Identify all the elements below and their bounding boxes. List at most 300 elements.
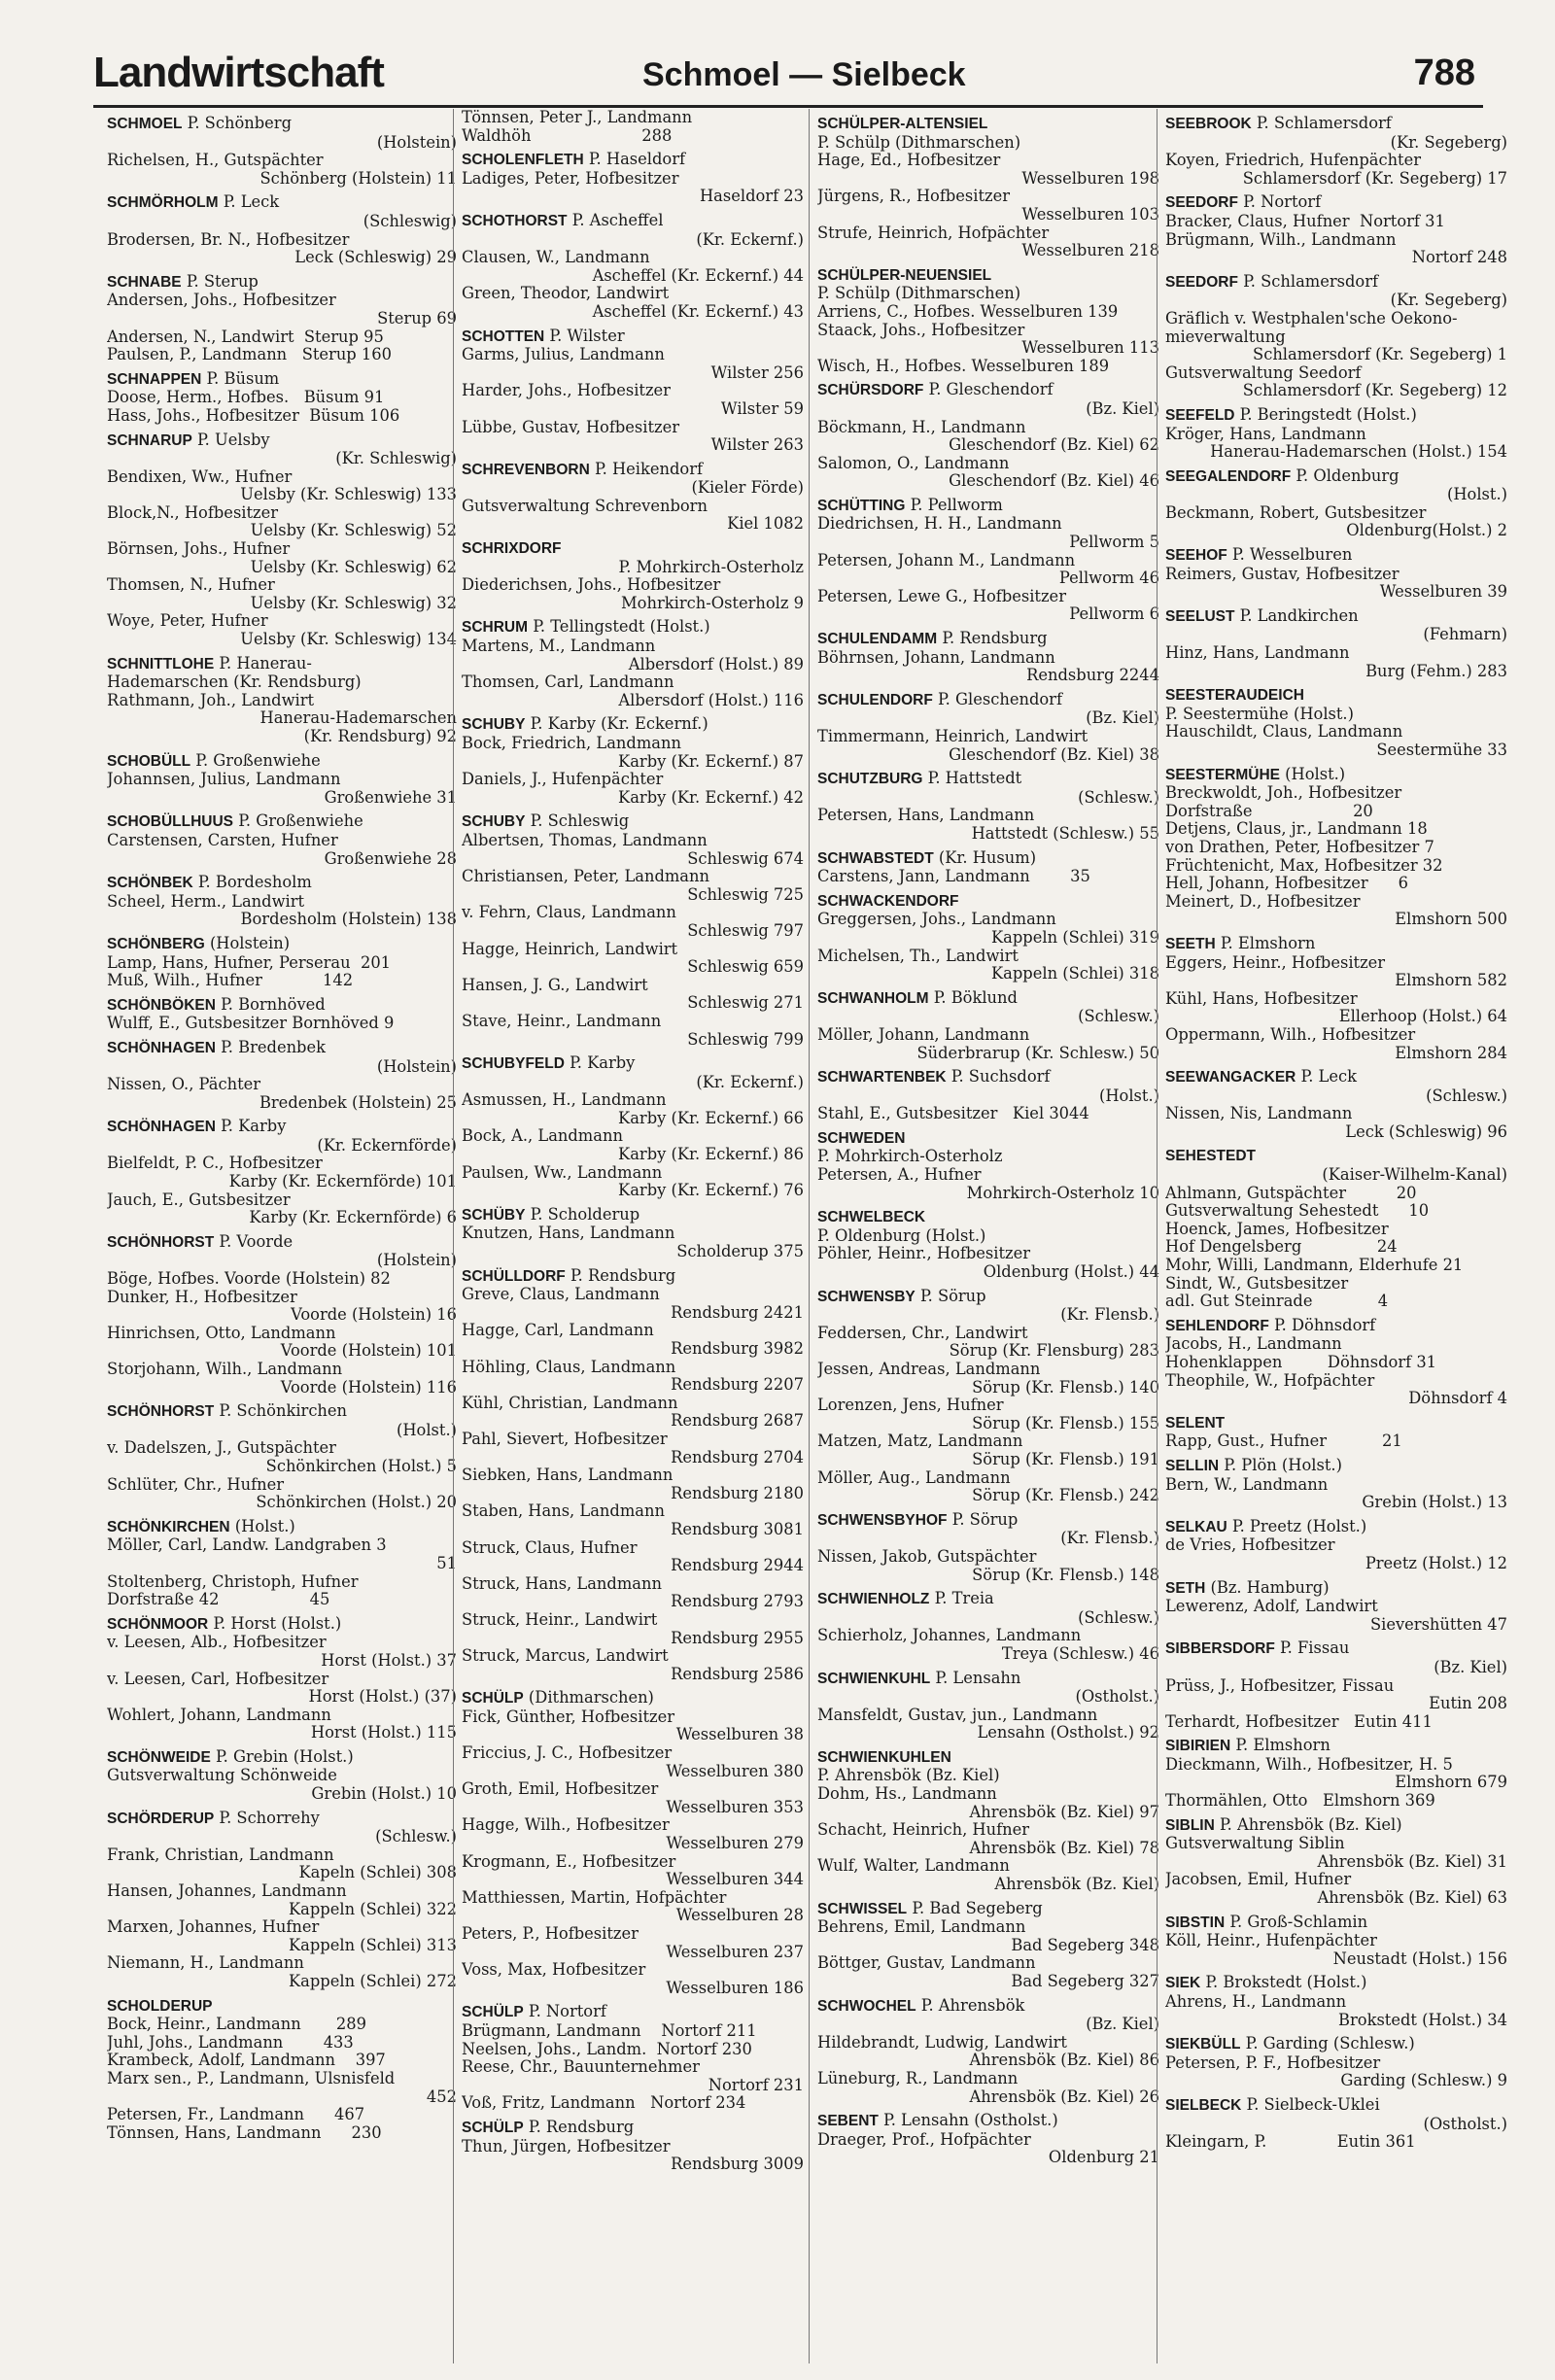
place-heading: [1165, 766, 1507, 785]
entry-line: Struck, Heinr., Landwirt: [462, 1610, 658, 1629]
column-1: [107, 109, 457, 2363]
post-office: P. Leck: [218, 193, 280, 212]
entry-location: Sörup (Kr. Flensb.) 191: [972, 1450, 1159, 1468]
entry-line: Pahl, Sievert, Hofbesitzer: [462, 1430, 668, 1448]
entry-location: Karby (Kr. Eckernf.) 76: [618, 1182, 804, 1200]
place-heading: [462, 212, 804, 231]
post-office: P. Elmshorn: [1230, 1737, 1330, 1755]
entry-line: Clausen, W., Landmann: [462, 249, 650, 267]
place-name: SELLIN: [1165, 1457, 1220, 1474]
place-heading: [1165, 1068, 1507, 1087]
entry-line: Carstensen, Carsten, Hufner: [107, 831, 338, 849]
entry-line: Hof Dengelsberg 24: [1165, 1238, 1398, 1257]
place-name: SCHWISSEL: [817, 1900, 908, 1917]
entry-location: Döhnsdorf 4: [1408, 1390, 1507, 1408]
entry-location: Gleschendorf (Bz. Kiel) 62: [949, 436, 1159, 455]
entry-line: Schierholz, Johannes, Landmann: [817, 1627, 1082, 1645]
post-office: P. Gleschendorf: [932, 690, 1062, 708]
entry-line: Schacht, Heinrich, Hufner: [817, 1821, 1030, 1840]
place-name: SCHWIENKUHL: [817, 1670, 931, 1687]
entry-line: Behrens, Emil, Landmann: [817, 1918, 1026, 1937]
place-heading: [107, 1615, 457, 1635]
entry-location: (Holstein): [376, 133, 457, 152]
entry-line: Greve, Claus, Landmann: [462, 1286, 660, 1304]
place-name: SCHWOCHEL: [817, 1997, 916, 2015]
entry-line: P. Schülp (Dithmarschen): [817, 133, 1021, 152]
place-heading: [817, 1129, 1159, 1149]
place-name: SCHULENDORF: [817, 691, 933, 708]
entry-location: 51: [436, 1554, 457, 1572]
entry-location: Oldenburg (Holst.) 44: [983, 1263, 1159, 1282]
entry-line: Greggersen, Johs., Landmann: [817, 911, 1056, 929]
entry-line: Möller, Aug., Landmann: [817, 1468, 1011, 1487]
post-office: P. Schönberg: [182, 115, 292, 132]
entry-location: (Kr. Eckernförde): [317, 1136, 457, 1155]
entry-location: Kappeln (Schlei) 313: [289, 1936, 457, 1954]
place-name: SCHOLDERUP: [107, 1997, 213, 2015]
entry-location: Wesselburen 279: [666, 1835, 804, 1853]
place-heading: [817, 115, 1159, 134]
entry-line: P. Schülp (Dithmarschen): [817, 285, 1021, 303]
entry-line: Thomsen, N., Hufner: [107, 576, 275, 595]
post-office: P. Scholderup: [525, 1205, 640, 1224]
place-heading: [107, 996, 457, 1016]
place-heading: [1165, 1317, 1507, 1336]
entry-location: (Schlesw.): [1078, 1008, 1159, 1026]
entry-location: Mohrkirch-Osterholz 9: [621, 594, 804, 612]
entry-location: Leck (Schleswig) 96: [1345, 1122, 1507, 1141]
place-heading: [1165, 193, 1507, 213]
place-heading: [1165, 1579, 1507, 1599]
entry-line: Stave, Heinr., Landmann: [462, 1012, 662, 1030]
entry-line: Tönnsen, Hans, Landmann 230: [107, 2123, 382, 2142]
entry-line: P. Mohrkirch-Osterholz: [817, 1148, 1003, 1166]
entry-location: Ahrensbök (Bz. Kiel) 78: [969, 1839, 1159, 1857]
entry-line: Köll, Heinr., Hufenpächter: [1165, 1932, 1377, 1950]
place-heading: [1165, 406, 1507, 426]
entry-location: Schleswig 797: [687, 921, 804, 940]
place-name: SEEHOF: [1165, 547, 1227, 565]
entry-line: P. Ahrensbök (Bz. Kiel): [817, 1767, 1000, 1785]
entry-line: Ahrens, H., Landmann: [1165, 1993, 1347, 2011]
entry-line: Schlüter, Chr., Hufner: [107, 1475, 285, 1494]
entry-line: Nissen, Nis, Landmann: [1165, 1105, 1353, 1123]
entry-line: Kleingarn, P. Eutin 361: [1165, 2133, 1416, 2152]
entry-line: Dorfstraße 42 45: [107, 1591, 330, 1609]
entry-line: Albertsen, Thomas, Landmann: [462, 831, 708, 849]
entry-location: (Schlesw.): [1426, 1087, 1507, 1105]
place-name: SCHOTHORST: [462, 212, 568, 229]
entry-location: Wilster 263: [710, 436, 804, 455]
place-name: SIBSTIN: [1165, 1914, 1226, 1931]
place-heading: [107, 1039, 457, 1058]
entry-line: Stoltenberg, Christoph, Hufner: [107, 1572, 359, 1591]
entry-line: Brügmann, Landmann Nortorf 211: [462, 2021, 757, 2040]
entry-line: Struck, Marcus, Landwirt: [462, 1647, 669, 1666]
entry-location: Wesselburen 353: [666, 1798, 804, 1816]
entry-line: Hildebrandt, Ludwig, Landwirt: [817, 2033, 1067, 2052]
entry-line: Block,N., Hofbesitzer: [107, 503, 279, 522]
post-office: P. Schorrehy: [214, 1809, 320, 1827]
place-name: SCHWACKENDORF: [817, 892, 959, 910]
entry-line: Hagge, Carl, Landmann: [462, 1322, 654, 1340]
place-name: SCHUBY: [462, 813, 526, 831]
post-office: P. Horst (Holst.): [208, 1614, 342, 1633]
entry-line: Andersen, N., Landwirt Sterup 95: [107, 328, 384, 346]
entry-location: Ahrensbök (Bz. Kiel) 97: [969, 1803, 1159, 1821]
place-heading: [817, 497, 1159, 516]
entry-line: Tönnsen, Peter J., Landmann: [462, 109, 693, 126]
entry-location: Horst (Holst.) (37): [308, 1688, 457, 1707]
place-name: SELKAU: [1165, 1518, 1227, 1535]
entry-location: Hanerau-Hademarschen: [259, 709, 457, 728]
post-office: P. Bornhöved: [215, 995, 326, 1014]
place-name: SCHWARTENBEK: [817, 1069, 947, 1087]
entry-line: Marxen, Johannes, Hufner: [107, 1918, 320, 1937]
entry-line: Juhl, Johs., Landmann 433: [107, 2033, 354, 2052]
post-office: P. Nortorf: [523, 2003, 606, 2021]
entry-line: Matzen, Matz, Landmann: [817, 1432, 1023, 1451]
place-heading: [1165, 1737, 1507, 1756]
place-heading: [1165, 1639, 1507, 1659]
place-name: SCHÜRSDORF: [817, 382, 924, 399]
entry-line: Dunker, H., Hofbesitzer: [107, 1288, 297, 1306]
post-office: P. Büsum: [201, 369, 280, 388]
entry-location: Sörup (Kr. Flensb.) 242: [972, 1487, 1159, 1505]
place-name: SCHÖNBEK: [107, 875, 193, 892]
entry-location: (Ostholst.): [1423, 2115, 1507, 2133]
entry-line: Petersen, P. F., Hofbesitzer: [1165, 2053, 1381, 2072]
entry-location: Uelsby (Kr. Schleswig) 133: [240, 486, 457, 504]
entry-location: Kappeln (Schlei) 272: [289, 1973, 457, 1990]
entry-line: Sindt, W., Gutsbesitzer: [1165, 1274, 1349, 1293]
place-heading: [817, 1208, 1159, 1227]
place-name: SCHÜLP: [462, 1690, 524, 1707]
entry-location: Elmshorn 679: [1395, 1774, 1507, 1792]
place-name: SCHÖNHORST: [107, 1233, 215, 1251]
place-heading: [462, 1267, 804, 1287]
entry-line: de Vries, Hofbesitzer: [1165, 1536, 1335, 1555]
place-name: SCHÖNHAGEN: [107, 1119, 216, 1136]
entry-line: Früchtenicht, Max, Hofbesitzer 32: [1165, 856, 1443, 875]
place-heading: [1165, 546, 1507, 566]
place-name: SCHWABSTEDT: [817, 849, 934, 867]
place-name: SCHWENSBY: [817, 1288, 916, 1305]
post-office: P. Haseldorf: [583, 151, 686, 169]
entry-line: adl. Gut Steinrade 4: [1165, 1293, 1389, 1311]
entry-line: Krogmann, E., Hofbesitzer: [462, 1852, 676, 1871]
post-office: P. Hattstedt: [922, 770, 1022, 788]
place-name: SCHÜLPER-NEUENSIEL: [817, 266, 992, 284]
entry-location: (Kr. Eckernf.): [696, 230, 804, 249]
entry-location: Schleswig 674: [687, 849, 804, 868]
post-office: P. Brokstedt (Holst.): [1200, 1974, 1367, 1992]
entry-line: Ladiges, Peter, Hofbesitzer: [462, 169, 679, 188]
entry-location: (Schlesw.): [1078, 788, 1159, 807]
post-office: P. Elmshorn: [1215, 934, 1316, 952]
place-heading: [1165, 2096, 1507, 2116]
entry-location: Schlamersdorf (Kr. Segeberg) 1: [1253, 346, 1507, 364]
entry-location: (Kr. Flensb.): [1060, 1306, 1159, 1325]
entry-location: Leck (Schleswig) 29: [294, 249, 457, 267]
entry-line: Siebken, Hans, Landmann: [462, 1466, 674, 1485]
post-office: P. Ahrensbök (Bz. Kiel): [1214, 1815, 1402, 1834]
entry-location: Elmshorn 284: [1395, 1044, 1507, 1062]
place-heading: [107, 1810, 457, 1829]
place-heading: [107, 874, 457, 893]
entry-location: Bad Segeberg 348: [1011, 1936, 1159, 1954]
place-heading: [462, 2003, 804, 2022]
place-heading: [462, 1689, 804, 1708]
post-office: P. Heikendorf: [589, 460, 704, 478]
place-heading: [107, 655, 457, 674]
entry-location: Sörup (Kr. Flensb.) 148: [972, 1566, 1159, 1584]
entry-location: Rendsburg 3009: [671, 2156, 804, 2174]
post-office: P. Hanerau-: [214, 654, 312, 673]
place-heading: [462, 618, 804, 638]
place-name: SIBIRIEN: [1165, 1738, 1231, 1755]
place-name: SIEK: [1165, 1975, 1201, 1992]
entry-location: (Kieler Förde): [691, 479, 804, 498]
place-heading: [817, 770, 1159, 789]
entry-line: Doose, Herm., Hofbes. Büsum 91: [107, 389, 385, 407]
entry-location: (Schlesw.): [375, 1828, 457, 1846]
place-heading: [817, 1511, 1159, 1531]
entry-line: Diedrichsen, H. H., Landmann: [817, 515, 1062, 534]
post-office: P. Plön (Holst.): [1219, 1456, 1342, 1474]
entry-line: Krambeck, Adolf, Landmann 397: [107, 2052, 386, 2070]
entry-location: (Holstein): [376, 1252, 457, 1270]
entry-line: Dorfstraße 20: [1165, 802, 1373, 820]
place-name: SCHMÖRHOLM: [107, 194, 219, 212]
entry-line: Arriens, C., Hofbes. Wesselburen 139: [817, 302, 1119, 321]
entry-location: Mohrkirch-Osterholz 10: [966, 1184, 1159, 1202]
place-name: SCHOTTEN: [462, 328, 545, 345]
entry-line: Storjohann, Wilh., Landmann: [107, 1361, 343, 1378]
place-heading: [107, 115, 457, 134]
entry-line: Hage, Ed., Hofbesitzer: [817, 152, 1001, 170]
place-name: SCHULENDAMM: [817, 631, 938, 648]
entry-location: Wilster 256: [710, 363, 804, 382]
entry-location: Schlamersdorf (Kr. Segeberg) 12: [1242, 382, 1507, 400]
entry-line: Jacobs, H., Landmann: [1165, 1335, 1342, 1354]
entry-line: Frank, Christian, Landmann: [107, 1845, 334, 1864]
entry-location: Scholderup 375: [676, 1243, 804, 1261]
place-heading: [107, 1402, 457, 1422]
place-heading: [817, 849, 1159, 869]
entry-location: Gleschendorf (Bz. Kiel) 46: [949, 472, 1159, 491]
entry-location: Schönkirchen (Holst.) 20: [256, 1494, 457, 1512]
entry-line: Thun, Jürgen, Hofbesitzer: [462, 2137, 671, 2156]
entry-location: Ellerhoop (Holst.) 64: [1338, 1008, 1507, 1026]
place-name: SCHMOEL: [107, 116, 183, 132]
entry-line: Thormählen, Otto Elmshorn 369: [1165, 1792, 1435, 1811]
place-heading: [817, 266, 1159, 286]
entry-line: Bracker, Claus, Hufner Nortorf 31: [1165, 212, 1445, 230]
place-name: SCHÜBY: [462, 1206, 526, 1224]
entry-location: Karby (Kr. Eckernf.) 42: [618, 788, 804, 807]
place-heading: [107, 812, 457, 832]
entry-line: Lüneburg, R., Landmann: [817, 2069, 1019, 2087]
place-name: SCHNAPPEN: [107, 370, 202, 388]
place-heading: [107, 431, 457, 451]
post-office: P. Schlamersdorf: [1237, 272, 1379, 291]
entry-line: Pöhler, Heinr., Hofbesitzer: [817, 1245, 1030, 1263]
entry-line: Böckmann, H., Landmann: [817, 418, 1026, 436]
place-name: SCHOBÜLL: [107, 752, 191, 770]
entry-line: Hansen, Johannes, Landmann: [107, 1882, 347, 1901]
entry-location: (Holst.): [1447, 486, 1507, 504]
entry-location: Wesselburen 186: [666, 1979, 804, 1997]
entry-line: Voß, Fritz, Landmann Nortorf 234: [462, 2094, 746, 2113]
entry-location: Sievershütten 47: [1369, 1615, 1507, 1634]
entry-location: Schlamersdorf (Kr. Segeberg) 17: [1242, 169, 1507, 188]
entry-location: Voorde (Holstein) 101: [280, 1342, 457, 1361]
entry-line: v. Leesen, Alb., Hofbesitzer: [107, 1634, 327, 1652]
entry-location: Haseldorf 23: [699, 188, 804, 206]
place-heading: [817, 2112, 1159, 2131]
entry-line: Hell, Johann, Hofbesitzer 6: [1165, 875, 1409, 893]
place-name: SEETH: [1165, 935, 1216, 952]
place-heading: [462, 151, 804, 170]
entry-location: Rendsburg 2244: [1026, 667, 1159, 685]
entry-line: Strufe, Heinrich, Hofpächter: [817, 224, 1050, 242]
entry-location: Pellworm 5: [1069, 534, 1159, 552]
entry-line: Petersen, Fr., Landmann 467: [107, 2106, 365, 2124]
entry-location: Treya (Schlesw.) 46: [1001, 1644, 1159, 1663]
entry-location: Neustadt (Holst.) 156: [1332, 1949, 1507, 1968]
entry-line: Wisch, H., Hofbes. Wesselburen 189: [817, 357, 1110, 375]
entry-location: Karby (Kr. Eckernförde) 6: [249, 1209, 457, 1227]
entry-line: von Drathen, Peter, Hofbesitzer 7: [1165, 838, 1434, 856]
post-office: P. Ahrensbök: [916, 1996, 1025, 2015]
place-name: SCHRIXDORF: [462, 540, 562, 558]
entry-line: Reimers, Gustav, Hofbesitzer: [1165, 565, 1400, 583]
entry-line: Gutsverwaltung Siblin: [1165, 1835, 1345, 1853]
entry-location: Bredenbek (Holstein) 25: [259, 1093, 457, 1112]
entry-location: (Bz. Kiel): [1086, 2016, 1159, 2034]
entry-location: Rendsburg 2687: [671, 1412, 804, 1431]
entry-location: (Holstein): [376, 1057, 457, 1076]
place-name: SCHÖNBERG: [107, 935, 205, 952]
place-name: SETH: [1165, 1579, 1206, 1597]
post-office: P. Lensahn: [930, 1669, 1021, 1687]
entry-location: Karby (Kr. Eckernf.) 86: [618, 1146, 804, 1164]
place-heading: [1165, 1457, 1507, 1476]
post-office: P. Leck: [1296, 1068, 1357, 1087]
post-office: P. Schleswig: [525, 812, 630, 831]
entry-line: Niemann, H., Landmann: [107, 1954, 304, 1973]
entry-location: Ahrensbök (Bz. Kiel): [994, 1876, 1159, 1894]
place-name: SEEDORF: [1165, 273, 1238, 291]
entry-location: Seestermühe 33: [1376, 742, 1507, 759]
entry-location: Kappeln (Schlei) 322: [289, 1900, 457, 1918]
entry-location: Karby (Kr. Eckernf.) 66: [618, 1109, 804, 1127]
entry-location: 452: [426, 2087, 457, 2106]
entry-line: Petersen, A., Hufner: [817, 1166, 982, 1185]
place-heading: [1165, 1414, 1507, 1433]
post-office: (Kr. Husum): [933, 848, 1037, 867]
post-office: P. Grebin (Holst.): [210, 1747, 354, 1766]
place-heading: [1165, 1816, 1507, 1836]
entry-line: v. Dadelszen, J., Gutspächter: [107, 1439, 336, 1458]
place-heading: [107, 1518, 457, 1537]
entry-line: Voss, Max, Hofbesitzer: [462, 1961, 646, 1980]
entry-location: Pellworm 6: [1069, 605, 1159, 624]
entry-location: (Kr. Segeberg): [1390, 292, 1507, 310]
entry-line: Koyen, Friedrich, Hufenpächter: [1165, 152, 1422, 170]
place-name: SEEWANGACKER: [1165, 1069, 1296, 1087]
entry-location: Oldenburg(Holst.) 2: [1346, 522, 1507, 540]
entry-line: Green, Theodor, Landwirt: [462, 285, 670, 303]
entry-location: Sörup (Kr. Flensb.) 140: [972, 1378, 1159, 1397]
place-name: SCHWEDEN: [817, 1129, 906, 1147]
place-name: SEHLENDORF: [1165, 1317, 1269, 1334]
entry-line: Richelsen, H., Gutspächter: [107, 152, 324, 170]
place-name: SCHÖRDERUP: [107, 1810, 215, 1827]
place-name: SELENT: [1165, 1414, 1226, 1431]
place-name: SEEFELD: [1165, 406, 1235, 424]
place-name: SCHÖNBÖKEN: [107, 996, 216, 1014]
entry-line: Rapp, Gust., Hufner 21: [1165, 1432, 1402, 1451]
place-heading: [462, 715, 804, 735]
post-office: P. Bordesholm: [192, 874, 312, 892]
entry-location: P. Mohrkirch-Osterholz: [618, 558, 804, 576]
entry-location: Voorde (Holstein) 16: [291, 1306, 457, 1325]
entry-line: Petersen, Johann M., Landmann: [817, 551, 1076, 569]
entry-location: Ahrensbök (Bz. Kiel) 26: [969, 2087, 1159, 2106]
entry-line: Gräflich v. Westphalen'sche Oekono-: [1165, 309, 1458, 328]
place-heading: [817, 630, 1159, 649]
entry-location: (Kr. Eckernf.): [696, 1073, 804, 1091]
entry-line: Detjens, Claus, jr., Landmann 18: [1165, 820, 1428, 839]
entry-location: (Bz. Kiel): [1086, 709, 1159, 728]
post-office: P. Rendsburg: [565, 1266, 676, 1285]
entry-line: Scheel, Herm., Landwirt: [107, 892, 305, 911]
post-office: P. Bredenbek: [215, 1038, 326, 1056]
entry-location: Rendsburg 3982: [671, 1340, 804, 1358]
entry-location: (Kr. Schleswig): [335, 450, 457, 468]
entry-location: Oldenburg 21: [1048, 2149, 1159, 2167]
place-heading: [107, 1233, 457, 1253]
entry-location: Brokstedt (Holst.) 34: [1338, 2011, 1507, 2029]
place-name: SEEBROOK: [1165, 116, 1252, 132]
entry-line: Kröger, Hans, Landmann: [1165, 425, 1366, 443]
post-office: P. Karby: [215, 1118, 287, 1136]
entry-location: Pellworm 46: [1058, 569, 1159, 588]
place-heading: [462, 539, 804, 559]
entry-location: Uelsby (Kr. Schleswig) 32: [250, 594, 457, 612]
entry-line: Timmermann, Heinrich, Landwirt: [817, 728, 1088, 745]
entry-location: Sterup 69: [377, 309, 457, 328]
entry-location: Wilster 59: [720, 399, 804, 418]
entry-line: Daniels, J., Hufenpächter: [462, 771, 664, 789]
column-3: [809, 109, 1159, 2363]
post-office: P. Suchsdorf: [946, 1068, 1051, 1087]
entry-location: Kapeln (Schlei) 308: [298, 1864, 457, 1882]
entry-location: Schleswig 659: [687, 958, 804, 977]
section-title: Landwirtschaft: [93, 49, 384, 96]
entry-location: Bordesholm (Holstein) 138: [240, 911, 457, 929]
entry-line: Marx sen., P., Landmann, Ulsnisfeld: [107, 2069, 396, 2087]
entry-location: Ascheffel (Kr. Eckernf.) 43: [592, 302, 804, 321]
entry-line: Matthiessen, Martin, Hofpächter: [462, 1888, 727, 1907]
post-office: P. Wilster: [544, 327, 625, 345]
entry-location: Wesselburen 113: [1021, 339, 1159, 358]
entry-line: Groth, Emil, Hofbesitzer: [462, 1780, 659, 1799]
entry-location: (Kr. Segeberg): [1390, 133, 1507, 152]
entry-location: Eutin 208: [1429, 1695, 1507, 1713]
